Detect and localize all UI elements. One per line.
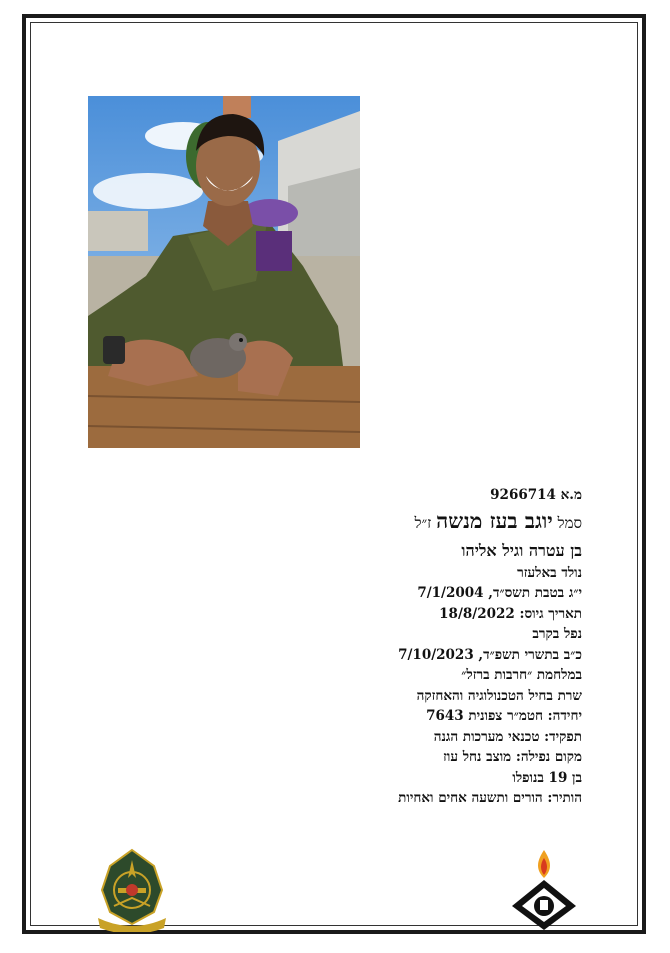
detail-line: תאריך גיוס: 18/8/2022 — [439, 605, 582, 622]
detail-line: יחידה: חטמ״ר צפונית 7643 — [426, 708, 582, 724]
memorial-flame-emblem-icon — [506, 848, 582, 932]
memorial-suffix: ז״ל — [414, 513, 432, 532]
corps-emblem-icon — [92, 848, 172, 932]
service-number: מ.א 9266714 — [490, 487, 582, 503]
detail-line: תפקיד: טכנאי מערכות הגנה — [433, 728, 582, 745]
rank: סמל — [557, 513, 582, 532]
soldier-photo — [88, 96, 360, 448]
parents: בן עטרה וגיל אליהו — [461, 540, 582, 560]
detail-line: נולד באלעזר — [517, 564, 582, 581]
memorial-info — [182, 485, 582, 809]
detail-line: י״ג בטבת תשס״ד, 7/1/2004 — [417, 585, 582, 601]
detail-line: נפל בקרב — [532, 626, 582, 642]
detail-line: מקום נפילה: מוצב נחל עוז — [443, 749, 582, 765]
detail-line: כ״ב בתשרי תשפ״ד, 7/10/2023 — [398, 646, 582, 663]
name-line — [182, 506, 582, 538]
detail-line: בן 19 בנופלו — [512, 769, 582, 786]
full-name: יוגב בעז מנשה — [436, 507, 553, 533]
detail-line: שרת בחיל הטכנולוגיה והאחזקה — [416, 687, 582, 704]
detail-line: במלחמת ״חרבות ברזל״ — [461, 667, 582, 683]
detail-line: הותיר: הורים ותשעה אחים ואחיות — [398, 790, 582, 806]
